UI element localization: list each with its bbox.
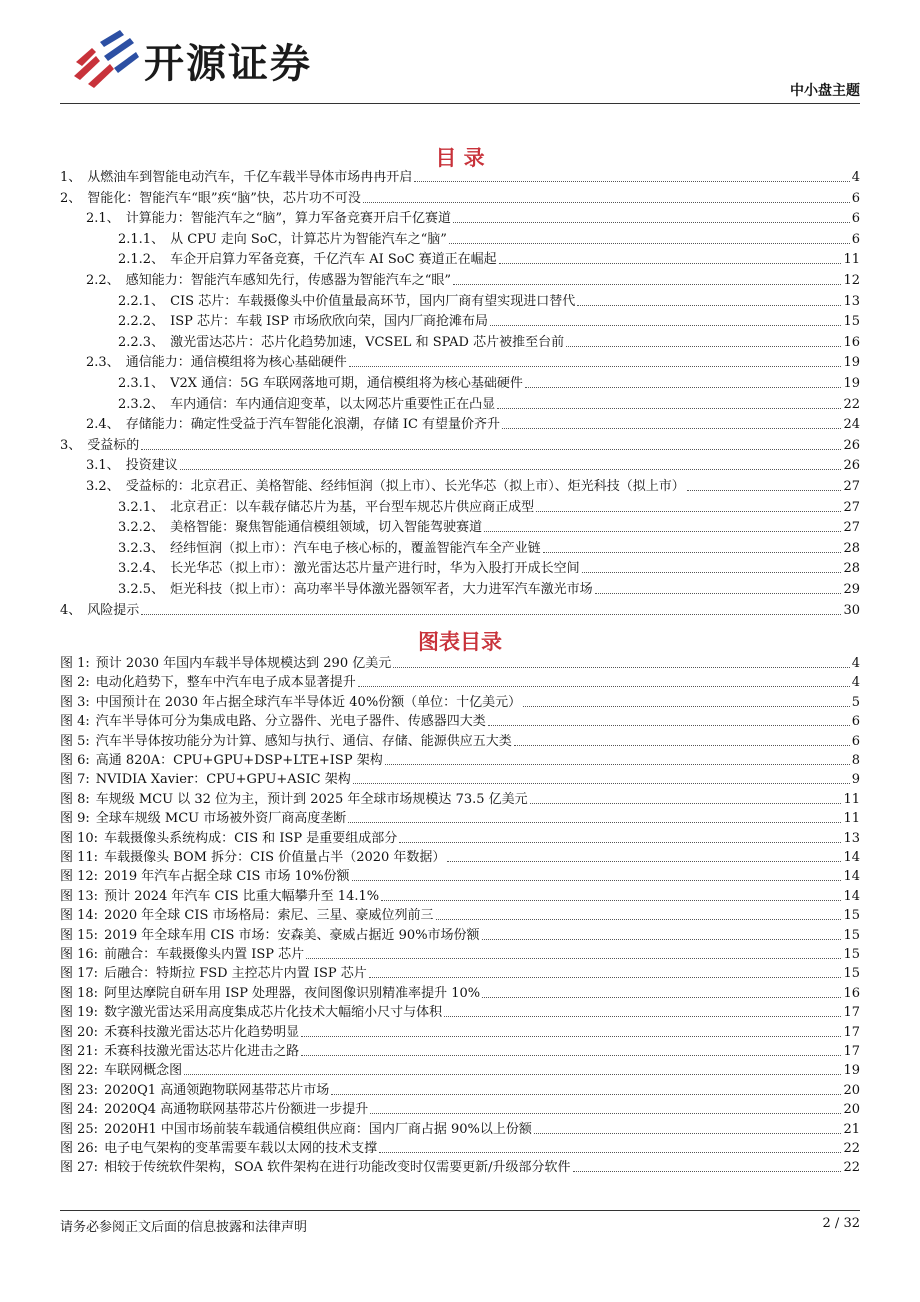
dot-leader — [530, 803, 842, 804]
toc-entry-page: 6 — [851, 211, 860, 227]
figure-entry[interactable] — [60, 1120, 860, 1138]
figure-entry[interactable] — [60, 809, 860, 827]
toc-entry-page: 11 — [843, 252, 860, 268]
dot-leader — [306, 958, 841, 959]
toc-entry-page: 6 — [851, 190, 860, 206]
figure-entry-number: 图 3: — [60, 694, 90, 710]
toc-entry[interactable] — [60, 230, 860, 248]
toc-entry-number: 3.2.4、 — [118, 561, 165, 577]
dot-leader — [497, 408, 841, 409]
figure-entry-title: NVIDIA Xavier：CPU+GPU+ASIC 架构 — [95, 772, 351, 788]
figure-entry[interactable] — [60, 770, 860, 788]
dot-leader — [358, 686, 850, 687]
toc-entry[interactable] — [60, 312, 860, 330]
figure-entry-title: 阿里达摩院自研车用 ISP 处理器，夜间图像识别精准率提升 10% — [104, 985, 481, 1001]
figure-entry-number: 图 12: — [60, 869, 99, 885]
figure-entry-page: 20 — [843, 1082, 860, 1098]
dot-leader — [349, 366, 842, 367]
toc-entry-page: 19 — [843, 376, 860, 391]
figure-entry[interactable] — [60, 984, 860, 1002]
figure-entry-number: 图 21: — [60, 1044, 99, 1059]
dot-leader — [414, 181, 849, 182]
figure-entry-page: 22 — [843, 1160, 860, 1176]
figure-entry[interactable] — [60, 1042, 860, 1060]
toc-entry-number: 2、 — [60, 190, 82, 206]
figure-entry-page: 6 — [851, 733, 860, 749]
figure-entry-title: 汽车半导体可分为集成电路、分立器件、光电子器件、传感器四大类 — [95, 714, 486, 730]
figure-entry-page: 22 — [843, 1141, 860, 1156]
dot-leader — [577, 305, 841, 306]
figure-entry-number: 图 1: — [60, 656, 90, 671]
toc-entry-title: ISP 芯片：车载 ISP 市场欣欣向荣，国内厂商抢滩布局 — [170, 314, 489, 330]
toc-entry-title: 受益标的：北京君正、美格智能、经纬恒润（拟上市）、长光华芯（拟上市）、炬光科技（拟上市） — [125, 479, 685, 494]
toc-entry-number: 2.3.2、 — [118, 396, 165, 412]
figure-entry-title: 2020Q1 高通领跑物联网基带芯片市场 — [104, 1082, 330, 1098]
figure-entry[interactable] — [60, 712, 860, 730]
dot-leader — [595, 593, 842, 594]
toc-entry-number: 3.2.2、 — [118, 520, 165, 536]
toc-entry-number: 3、 — [60, 437, 82, 453]
dot-leader — [363, 202, 850, 203]
figure-entry[interactable] — [60, 1003, 860, 1021]
toc-entry-number: 2.2、 — [86, 273, 120, 288]
figure-entry-page: 20 — [843, 1102, 860, 1118]
figure-entry-page: 21 — [843, 1121, 860, 1137]
toc-entry-title: 受益标的 — [87, 437, 140, 453]
dot-leader — [369, 977, 842, 978]
toc-entry-title: 车企开启算力军备竞赛，千亿汽车 AI SoC 赛道正在崛起 — [170, 252, 497, 268]
dot-leader — [447, 861, 841, 862]
dot-leader — [566, 346, 841, 347]
figure-entry-page: 5 — [851, 694, 860, 710]
figure-entry[interactable] — [60, 1100, 860, 1118]
figure-entry[interactable] — [60, 867, 860, 885]
toc-entry[interactable] — [60, 374, 860, 392]
dot-leader — [370, 1113, 841, 1114]
figure-entry-title: 电子电气架构的变革需要车载以太网的技术支撑 — [104, 1141, 378, 1156]
figure-entry-page: 15 — [843, 966, 860, 982]
toc-entry-page: 19 — [843, 355, 860, 371]
figure-entry-title: 2019 年全球车用 CIS 市场：安森美、豪威占据近 90%市场份额 — [104, 927, 480, 943]
figure-entry-number: 图 10: — [60, 830, 99, 846]
figure-entry-title: 相较于传统软件架构，SOA 软件架构在进行功能改变时仅需要更新/升级部分软件 — [104, 1160, 571, 1176]
dot-leader — [331, 1094, 841, 1095]
toc-entry-number: 2.2.1、 — [118, 293, 165, 309]
dot-leader — [525, 387, 842, 388]
toc-entry[interactable] — [60, 559, 860, 577]
figure-entry-page: 17 — [843, 1024, 860, 1040]
toc-entry-page: 13 — [843, 293, 860, 309]
toc-entry-number: 3.2.1、 — [118, 499, 165, 515]
figure-entry-number: 图 9: — [60, 811, 90, 827]
dot-leader — [484, 531, 841, 532]
dot-leader — [141, 449, 841, 450]
toc-entry-title: CIS 芯片：车载摄像头中价值量最高环节，国内厂商有望实现进口替代 — [170, 293, 576, 309]
dot-leader — [353, 783, 850, 784]
dot-leader — [502, 428, 841, 429]
dot-leader — [582, 572, 842, 573]
figure-entry-number: 图 13: — [60, 888, 99, 904]
figure-entry-number: 图 11: — [60, 850, 99, 865]
figure-entry-number: 图 14: — [60, 908, 99, 924]
footer-rule — [60, 1210, 860, 1211]
toc-entry-number: 2.3、 — [86, 355, 120, 371]
figure-entry-number: 图 15: — [60, 927, 99, 943]
figure-entry-title: 车联网概念图 — [104, 1063, 183, 1079]
figure-entry-number: 图 27: — [60, 1160, 99, 1176]
dot-leader — [687, 490, 842, 491]
page-header — [60, 20, 860, 102]
dot-leader — [348, 822, 841, 823]
toc-entry-title: 感知能力：智能汽车感知先行，传感器为智能汽车之“眼” — [125, 273, 451, 288]
figure-entry-page: 8 — [851, 753, 860, 768]
figure-entry-number: 图 24: — [60, 1102, 99, 1118]
toc-entry-title: 投资建议 — [125, 458, 178, 474]
figure-entry-title: 车规级 MCU 以 32 位为主，预计到 2025 年全球市场规模达 73.5 亿美元 — [95, 791, 528, 807]
figure-entry-number: 图 6: — [60, 753, 90, 768]
toc-entry-title: 存储能力：确定性受益于汽车智能化浪潮，存储 IC 有望量价齐升 — [125, 417, 501, 433]
toc-entry-number: 2.4、 — [86, 417, 120, 433]
toc-entry-page: 27 — [843, 499, 860, 515]
toc-entry-page: 29 — [843, 582, 860, 597]
toc-entry-title: 从燃油车到智能电动汽车，千亿车载半导体市场冉冉开启 — [87, 170, 413, 185]
toc-entry-number: 2.2.3、 — [118, 334, 165, 350]
toc-entry-title: 从 CPU 走向 SoC，计算芯片为智能汽车之“脑” — [170, 231, 447, 247]
figure-entry-title: 车载摄像头系统构成：CIS 和 ISP 是重要组成部分 — [104, 830, 398, 846]
toc-entry-page: 24 — [843, 417, 860, 433]
figure-entry-page: 16 — [843, 985, 860, 1001]
figure-entry-title: 前融合：车载摄像头内置 ISP 芯片 — [104, 947, 305, 962]
toc-entry-number: 4、 — [60, 602, 82, 618]
figure-entry-title: 2019 年汽车占据全球 CIS 市场 10%份额 — [104, 869, 350, 885]
figure-entry-page: 15 — [843, 927, 860, 943]
figure-entry-number: 图 25: — [60, 1121, 99, 1137]
toc-entry-title: 风险提示 — [87, 602, 140, 618]
toc-entry-page: 4 — [851, 170, 860, 185]
page-number: 2 / 32 — [822, 1216, 860, 1231]
toc-entry[interactable] — [60, 292, 860, 310]
dot-leader — [523, 706, 850, 707]
toc-entry[interactable] — [60, 436, 860, 454]
toc-entry-number: 2.1.2、 — [118, 252, 165, 268]
figure-entry-page: 19 — [843, 1063, 860, 1079]
toc-entry-number: 2.3.1、 — [118, 376, 165, 391]
figure-entry-title: 车载摄像头 BOM 拆分：CIS 价值量占半（2020 年数据） — [104, 850, 446, 865]
dot-leader — [543, 552, 842, 553]
dot-leader — [453, 284, 841, 285]
figure-entry-page: 17 — [843, 1005, 860, 1021]
toc-entry-number: 2.1.1、 — [118, 231, 165, 247]
figure-entry-page: 14 — [843, 850, 860, 865]
dot-leader — [482, 939, 842, 940]
toc-entry-page: 28 — [843, 561, 860, 577]
dot-leader — [436, 919, 842, 920]
figure-entry-title: 2020Q4 高通物联网基带芯片份额进一步提升 — [104, 1102, 369, 1118]
figure-entry[interactable] — [60, 693, 860, 711]
dot-leader — [444, 1016, 841, 1017]
figure-entry-title: 后融合：特斯拉 FSD 主控芯片内置 ISP 芯片 — [104, 966, 367, 982]
figure-entry[interactable] — [60, 1139, 860, 1157]
dot-leader — [301, 1055, 841, 1056]
toc-entry-title: 智能化：智能汽车“眼”疾“脑”快，芯片功不可没 — [87, 190, 361, 206]
figure-entry-number: 图 2: — [60, 675, 90, 691]
figure-entry-page: 9 — [851, 772, 860, 788]
page-footer — [60, 1216, 860, 1235]
dot-leader — [514, 745, 850, 746]
figure-entry-page: 11 — [843, 791, 860, 807]
figure-entry[interactable] — [60, 790, 860, 808]
dot-leader — [499, 263, 842, 264]
dot-leader — [184, 1074, 841, 1075]
toc-entry[interactable] — [60, 580, 860, 598]
toc-entry-number: 2.1、 — [86, 211, 120, 227]
figure-entry-page: 14 — [843, 869, 860, 885]
figure-entry-title: 禾赛科技激光雷达芯片化趋势明显 — [104, 1024, 300, 1040]
toc-entry-page: 16 — [843, 334, 860, 350]
toc-entry-number: 3.2.3、 — [118, 540, 165, 556]
figure-entry-page: 4 — [851, 675, 860, 691]
toc-entry-page: 26 — [843, 458, 860, 474]
figure-list-heading: 图表目录 — [418, 630, 502, 654]
figure-entry[interactable] — [60, 1023, 860, 1041]
toc-entry-page: 27 — [843, 520, 860, 536]
figure-entry[interactable] — [60, 654, 860, 672]
toc-entry[interactable] — [60, 518, 860, 536]
toc-entry-title: 车内通信：车内通信迎变革，以太网芯片重要性正在凸显 — [170, 396, 496, 412]
figure-entry-title: 汽车半导体按功能分为计算、感知与执行、通信、存储、能源供应五大类 — [95, 733, 512, 749]
dot-leader — [488, 725, 850, 726]
toc-entry-title: 美格智能：聚焦智能通信模组领域，切入智能驾驶赛道 — [170, 520, 483, 536]
figure-entry-page: 15 — [843, 947, 860, 962]
dot-leader — [453, 222, 850, 223]
dot-leader — [301, 1036, 841, 1037]
figure-entry[interactable] — [60, 751, 860, 769]
figure-entry-title: 高通 820A：CPU+GPU+DSP+LTE+ISP 架构 — [95, 753, 383, 768]
figure-entry[interactable] — [60, 732, 860, 750]
toc-entry-page: 27 — [843, 479, 860, 494]
toc-entry-title: 激光雷达芯片：芯片化趋势加速，VCSEL 和 SPAD 芯片被推至台前 — [170, 334, 565, 350]
figure-entry-number: 图 23: — [60, 1082, 99, 1098]
dot-leader — [490, 325, 841, 326]
dot-leader — [449, 243, 850, 244]
figure-entry-number: 图 20: — [60, 1024, 99, 1040]
toc-entry-page: 12 — [843, 273, 860, 288]
toc-entry-title: 通信能力：通信模组将为核心基础硬件 — [125, 355, 347, 371]
dot-leader — [482, 997, 841, 998]
figure-entry-title: 2020 年全球 CIS 市场格局：索尼、三星、豪威位列前三 — [104, 908, 434, 924]
dot-leader — [180, 469, 842, 470]
header-rule — [60, 103, 860, 104]
disclaimer-text: 请务必参阅正文后面的信息披露和法律声明 — [60, 1220, 308, 1235]
figure-entry[interactable] — [60, 829, 860, 847]
figure-entry[interactable] — [60, 1081, 860, 1099]
figure-entry[interactable] — [60, 887, 860, 905]
toc-entry-number: 2.2.2、 — [118, 314, 165, 330]
figure-entry-page: 4 — [851, 656, 860, 671]
dot-leader — [534, 1133, 842, 1134]
toc-entry-page: 6 — [851, 231, 860, 247]
toc-entry-title: 炬光科技（拟上市）：高功率半导体激光器领军者，大力进军汽车激光市场 — [170, 582, 593, 597]
toc-entry[interactable] — [60, 189, 860, 207]
dot-leader — [379, 1152, 841, 1153]
toc-entry[interactable] — [60, 209, 860, 227]
toc-entry[interactable] — [60, 353, 860, 371]
toc-entry-page: 28 — [843, 540, 860, 556]
dot-leader — [393, 667, 849, 668]
figure-entry-number: 图 22: — [60, 1063, 99, 1079]
toc-entry-number: 1、 — [60, 170, 82, 185]
toc-entry[interactable] — [60, 333, 860, 351]
figure-entry-number: 图 19: — [60, 1005, 99, 1021]
figure-entry[interactable] — [60, 1061, 860, 1079]
toc-entry-number: 3.2.5、 — [118, 582, 165, 597]
toc-entry[interactable] — [60, 539, 860, 557]
figure-entry-title: 预计 2030 年国内车载半导体规模达到 290 亿美元 — [95, 656, 392, 671]
figure-entry-title: 电动化趋势下，整车中汽车电子成本显著提升 — [95, 675, 356, 691]
dot-leader — [573, 1171, 842, 1172]
figure-entry-title: 预计 2024 年汽车 CIS 比重大幅攀升至 14.1% — [104, 888, 380, 904]
toc-entry[interactable] — [60, 395, 860, 413]
dot-leader — [385, 764, 850, 765]
brand-name: 开源证券 — [144, 41, 312, 87]
figure-entry[interactable] — [60, 1158, 860, 1176]
figure-entry-page: 11 — [843, 811, 860, 827]
figure-entry-page: 14 — [843, 888, 860, 904]
toc-entry[interactable] — [60, 271, 860, 289]
toc-entry[interactable] — [60, 498, 860, 516]
toc-entry-page: 30 — [843, 602, 860, 618]
figure-entry[interactable] — [60, 673, 860, 691]
figure-entry-number: 图 4: — [60, 714, 90, 730]
toc-entry-title: 北京君正：以车载存储芯片为基，平台型车规芯片供应商正成型 — [170, 499, 535, 515]
toc-entry[interactable] — [60, 601, 860, 619]
figure-entry-number: 图 7: — [60, 772, 90, 788]
figure-entry-title: 禾赛科技激光雷达芯片化进击之路 — [104, 1044, 300, 1059]
figure-entry-page: 17 — [843, 1044, 860, 1059]
figure-entry-number: 图 5: — [60, 733, 90, 749]
toc-entry-number: 3.2、 — [86, 479, 120, 494]
figure-entry[interactable] — [60, 926, 860, 944]
toc-entry[interactable] — [60, 250, 860, 268]
dot-leader — [536, 511, 841, 512]
figure-entry-number: 图 17: — [60, 966, 99, 982]
toc-entry-title: V2X 通信：5G 车联网落地可期，通信模组将为核心基础硬件 — [170, 376, 523, 391]
figure-entry-page: 15 — [843, 908, 860, 924]
brand-logo-icon — [70, 28, 140, 90]
toc-entry-page: 22 — [843, 396, 860, 412]
figure-entry[interactable] — [60, 848, 860, 866]
figure-entry-number: 图 16: — [60, 947, 99, 962]
toc-entry[interactable] — [60, 456, 860, 474]
figure-entry-page: 13 — [843, 830, 860, 846]
figure-entry-title: 全球车规级 MCU 市场被外资厂商高度垄断 — [95, 811, 347, 827]
dot-leader — [352, 880, 842, 881]
figure-entry[interactable] — [60, 906, 860, 924]
toc-entry-number: 3.1、 — [86, 458, 120, 474]
figure-entry-title: 数字激光雷达采用高度集成芯片化技术大幅缩小尺寸与体积 — [104, 1005, 443, 1021]
toc-heading: 目 录 — [435, 146, 485, 170]
section-tag: 中小盘主题 — [790, 83, 860, 99]
dot-leader — [399, 842, 841, 843]
figure-entry-number: 图 18: — [60, 985, 99, 1001]
figure-entry[interactable] — [60, 945, 860, 963]
figure-entry[interactable] — [60, 964, 860, 982]
toc-entry[interactable] — [60, 477, 860, 495]
dot-leader — [141, 614, 841, 615]
figure-entry-title: 中国预计在 2030 年占据全球汽车半导体近 40%份额（单位：十亿美元） — [95, 694, 522, 710]
figure-entry-page: 6 — [851, 714, 860, 730]
figure-entry-number: 图 8: — [60, 791, 90, 807]
figure-entry-title: 2020H1 中国市场前装车载通信模组供应商：国内厂商占据 90%以上份额 — [104, 1121, 532, 1137]
figure-entry-number: 图 26: — [60, 1141, 99, 1156]
toc-entry-title: 计算能力：智能汽车之“脑”，算力军备竞赛开启千亿赛道 — [125, 211, 451, 227]
toc-entry-title: 经纬恒润（拟上市）：汽车电子核心标的，覆盖智能汽车全产业链 — [170, 540, 541, 556]
dot-leader — [381, 900, 841, 901]
toc-entry-page: 26 — [843, 437, 860, 453]
toc-entry-page: 15 — [843, 314, 860, 330]
toc-entry-title: 长光华芯（拟上市）：激光雷达芯片量产进行时，华为入股打开成长空间 — [170, 561, 580, 577]
toc-entry[interactable] — [60, 415, 860, 433]
toc-entry[interactable] — [60, 168, 860, 186]
